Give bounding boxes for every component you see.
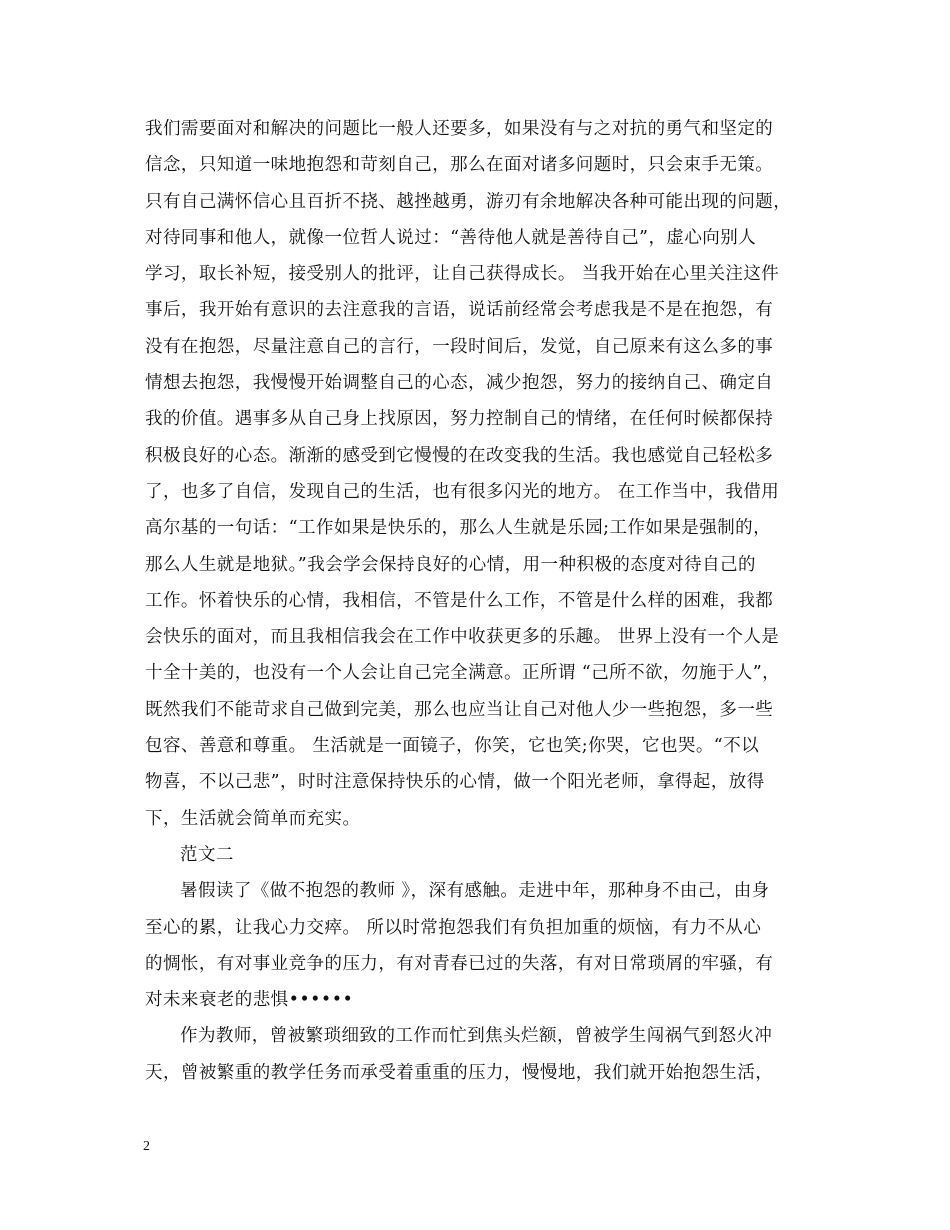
text-line: 我们需要面对和解决的问题比一般人还要多，如果没有与之对抗的勇气和坚定的 [145, 119, 774, 139]
text-line: 那么人生就是地狱。”我会学会保持良好的心情，用一种积极的态度对待自己的 [145, 554, 756, 575]
text-line: 范文二 [180, 844, 234, 865]
text-line: 事后，我开始有意识的去注意我的言语，说话前经常会考虑我是不是在抱怨，有 [145, 300, 774, 321]
text-line: 工作。怀着快乐的心情，我相信，不管是什么工作，不管是什么样的困难，我都 [145, 590, 774, 611]
text-line: 物喜，不以己悲”，时时注意保持快乐的心情，做一个阳光老师，拿得起，放得 [145, 772, 765, 793]
text-line: 信念，只知道一味地抱怨和苛刻自己，那么在面对诸多问题时，只会束手无策。 [145, 155, 774, 176]
text-line: 下，生活就会简单而充实。 [145, 808, 361, 829]
text-line: 既然我们不能苛求自己做到完美，那么也应当让自己对他人少一些抱怨，多一些 [145, 699, 774, 720]
text-line: 没有在抱怨，尽量注意自己的言行，一段时间后，发觉，自己原来有这么多的事 [145, 336, 774, 357]
text-line: 情想去抱怨，我慢慢开始调整自己的心态，减少抱怨，努力的接纳自己、确定自 [145, 373, 774, 394]
text-line: 天，曾被繁重的教学任务而承受着重重的压力，慢慢地，我们就开始抱怨生活， [145, 1062, 774, 1083]
page-number: 2 [143, 1139, 150, 1154]
text-line: 包容、善意和尊重。 生活就是一面镜子，你笑，它也笑;你哭，它也哭。“不以 [145, 736, 760, 757]
text-line: 至心的累，让我心力交瘁。 所以时常抱怨我们有负担加重的烦恼，有力不从心 [145, 917, 762, 938]
text-line: 高尔基的一句话：“工作如果是快乐的，那么人生就是乐园;工作如果是强制的， [145, 518, 772, 539]
text-line: 我的价值。遇事多从自己身上找原因，努力控制自己的情绪，在任何时候都保持 [145, 409, 774, 430]
text-line: 了，也多了自信，发现自己的生活，也有很多闪光的地方。 在工作当中，我借用 [145, 481, 780, 502]
text-line: 作为教师，曾被繁琐细致的工作而忙到焦头烂额，曾被学生闯祸气到怒火冲 [180, 1026, 773, 1047]
text-line: 暑假读了《做不抱怨的教师 》，深有感触。走进中年，那种身不由己，由身 [180, 881, 770, 902]
text-line: 对待同事和他人，就像一位哲人说过：“善待他人就是善待自己”，虚心向别人 [145, 227, 757, 248]
text-line: 学习，取长补短，接受别人的批评，让自己获得成长。 当我开始在心里关注这件 [145, 264, 780, 285]
document-body [145, 111, 835, 1091]
text-line: 只有自己满怀信心且百折不挠、越挫越勇，游刃有余地解决各种可能出现的问题， [145, 191, 792, 212]
text-line: 的惆怅，有对事业竞争的压力，有对青春已过的失落，有对日常琐屑的牢骚，有 [145, 953, 774, 974]
text-line: 十全十美的，也没有一个人会让自己完全满意。正所谓 “己所不欲，勿施于人”， [145, 663, 781, 684]
text-line: 积极良好的心态。渐渐的感受到它慢慢的在改变我的生活。我也感觉自己轻松多 [145, 445, 774, 466]
text-line: 会快乐的面对，而且我相信我会在工作中收获更多的乐趣。 世界上没有一个人是 [145, 627, 780, 648]
text-line: 对未来衰老的悲惧•••••• [145, 990, 354, 1011]
